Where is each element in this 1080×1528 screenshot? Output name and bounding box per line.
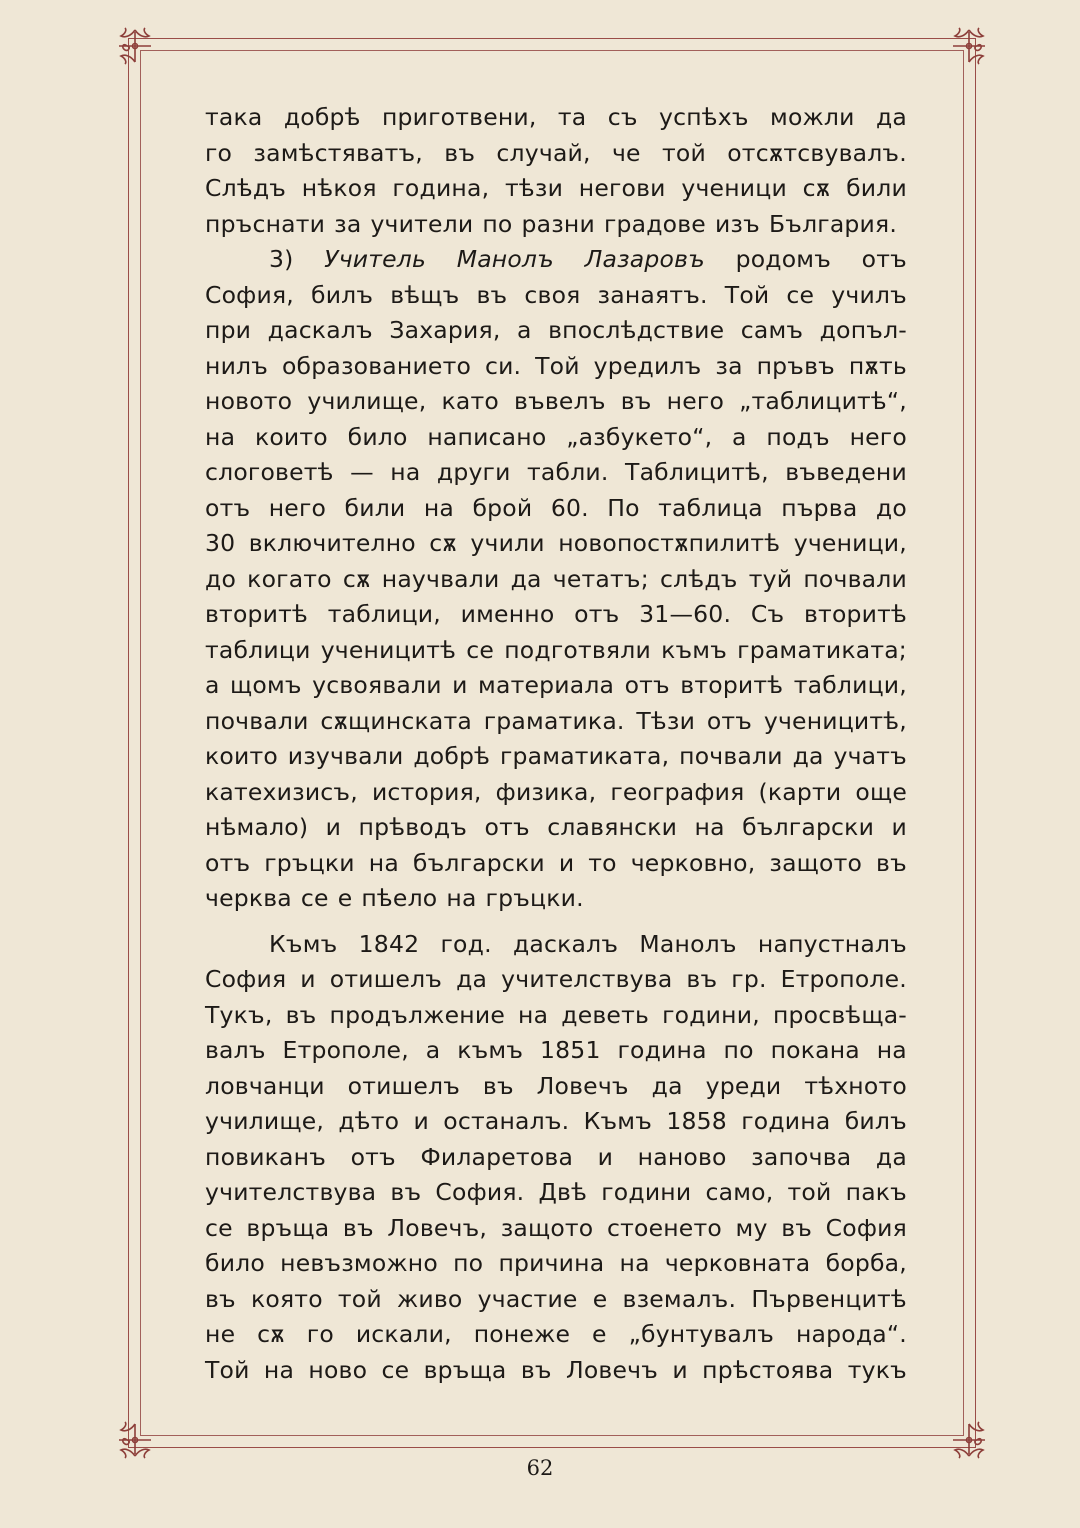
- text-line: нѣмало) и прѣводъ отъ славянски на български и: [205, 813, 907, 841]
- text-line: вторитѣ таблици, именно отъ 31—60. Съ вторитѣ: [205, 600, 907, 628]
- text-line: пръснати за учители по разни градове изъ България.: [205, 209, 898, 238]
- text-line: черква се е пѣело на гръцки.: [205, 884, 584, 912]
- text-line: а щомъ усвоявали и материала отъ вторитѣ таблици,: [205, 671, 907, 699]
- text-line: 3) Учитель Манолъ Лазаровъ родомъ отъ: [269, 245, 907, 273]
- text-line: въ която той живо участие е вземалъ. Първенцитѣ: [205, 1284, 907, 1313]
- text-line: го замѣстяватъ, въ случай, че той отсѫтсвувалъ.: [205, 138, 907, 167]
- text-line: отъ него били на брой 60. По таблица първа до: [205, 493, 907, 522]
- text-line: София и отишелъ да учителствува въ гр. Етрополе.: [205, 965, 907, 993]
- text-line: слоговетѣ — на други табли. Таблицитѣ, въведени: [205, 458, 907, 486]
- text-line: Той на ново се връща въ Ловечъ и прѣстоява тукъ: [205, 1355, 907, 1384]
- text-line: се връща въ Ловечъ, защото стоенето му въ София: [205, 1213, 907, 1242]
- text-line: новото училище, като въвелъ въ него „таблицитѣ“,: [205, 387, 907, 415]
- page-number: 62: [526, 1456, 554, 1480]
- body-text: [205, 100, 907, 1388]
- text-line: Тукъ, въ продължение на деветь години, просвѣща-: [205, 1000, 907, 1029]
- paragraph-gap: [205, 917, 907, 927]
- text-line: училище, дѣто и останалъ. Къмъ 1858 година билъ: [205, 1107, 907, 1135]
- text-line: Слѣдъ нѣкоя година, тѣзи негови ученици сѫ били: [205, 174, 907, 202]
- text-line: таблици ученицитѣ се подготвяли къмъ граматиката;: [205, 635, 907, 664]
- text-line: валъ Етрополе, а къмъ 1851 година по покана на: [205, 1036, 907, 1064]
- text-line: отъ гръцки на български и то черковно, защото въ: [205, 848, 907, 877]
- text-line: катехизисъ, история, физика, география (карти още: [205, 777, 907, 806]
- text-line: почвали сѫщинската граматика. Тѣзи отъ ученицитѣ,: [205, 706, 907, 735]
- text-line: било невъзможно по причина на черковната борба,: [205, 1249, 907, 1277]
- text-line: така добрѣ приготвени, та съ успѣхъ можли да: [205, 103, 907, 131]
- text-line: ловчанци отишелъ въ Ловечъ да уреди тѣхното: [205, 1071, 907, 1100]
- text-line: повиканъ отъ Филаретова и наново започва да: [205, 1142, 907, 1171]
- text-line: Къмъ 1842 год. даскалъ Манолъ напустналъ: [269, 929, 907, 958]
- text-line: при даскалъ Захария, а впослѣдствие самъ допъл-: [205, 316, 907, 344]
- text-line: 30 включително сѫ учили новопостѫпилитѣ ученици,: [205, 529, 907, 557]
- text-line: учителствува въ София. Двѣ години само, той пакъ: [205, 1178, 907, 1206]
- corner-ornament-icon: [113, 24, 157, 68]
- text-line: София, билъ вѣщъ въ своя занаятъ. Той се училъ: [205, 280, 907, 309]
- text-line: които изучвали добрѣ граматиката, почвали да учатъ: [205, 742, 907, 770]
- corner-ornament-icon: [947, 24, 991, 68]
- text-line: не сѫ го искали, понеже е „бунтувалъ народа“.: [205, 1320, 907, 1348]
- text-line: на които било написано „азбукето“, а подъ него: [205, 422, 907, 451]
- text-line: нилъ образованието си. Той уредилъ за пръвъ пѫть: [205, 351, 907, 380]
- text-line: до когато сѫ научвали да четатъ; слѣдъ туй почвали: [205, 564, 907, 593]
